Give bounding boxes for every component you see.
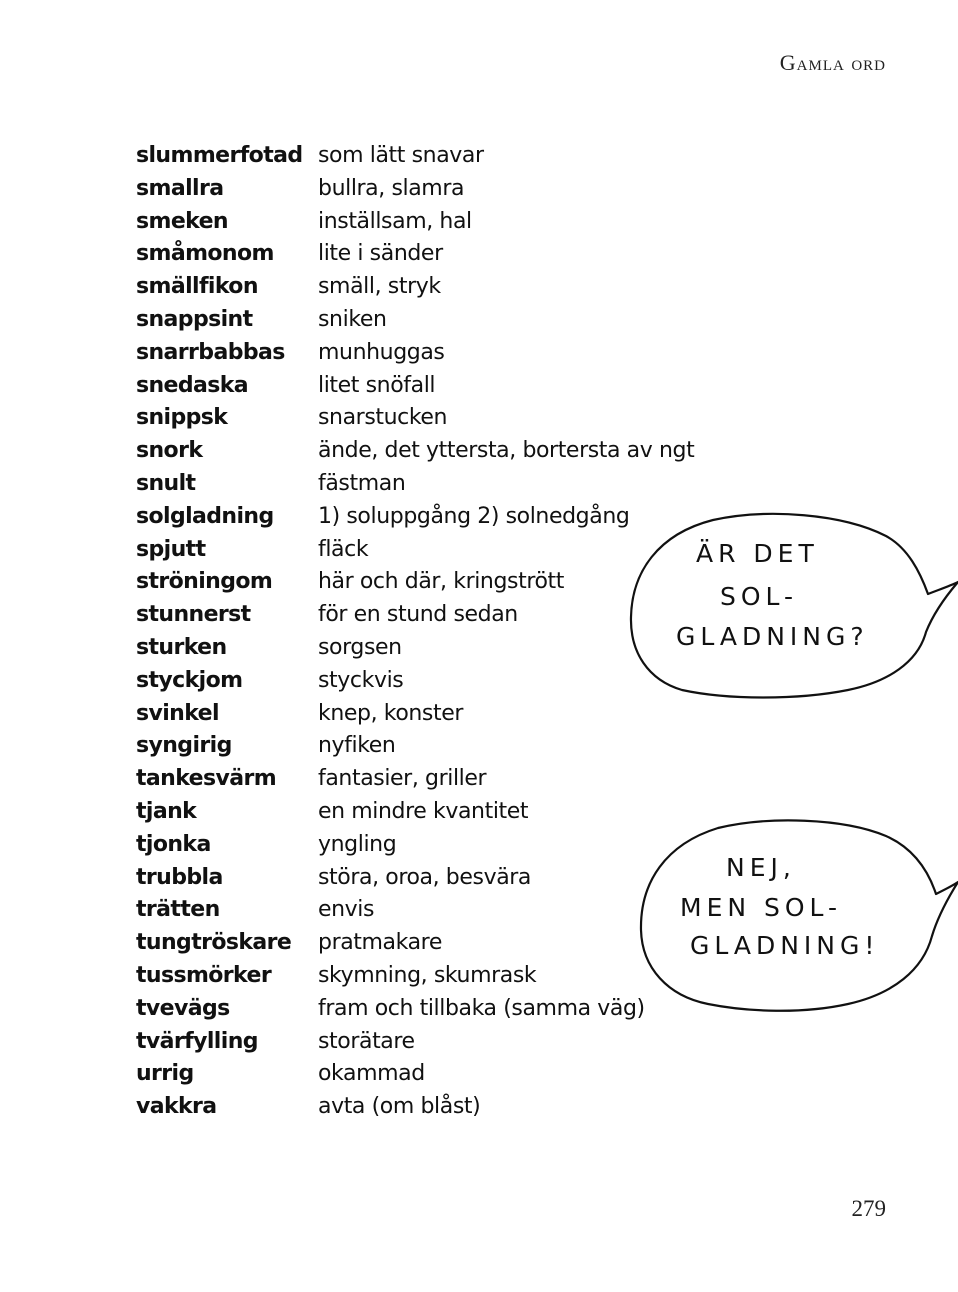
entry-definition: avta (om blåst) [318,1094,481,1120]
glossary-entry [136,698,736,731]
entry-definition: yngling [318,831,397,857]
speech-bubble-answer [638,818,958,1014]
entry-term: styckjom [136,667,243,693]
entry-definition: störa, oroa, besvära [318,864,531,890]
entry-definition: fästman [318,470,406,496]
entry-term: tjonka [136,831,211,857]
entry-term: ströningom [136,569,273,595]
entry-definition: ände, det yttersta, bortersta av ngt [318,438,695,464]
entry-definition: fram och tillbaka (samma väg) [318,995,645,1021]
entry-definition: skymning, skumrask [318,962,537,988]
glossary-entry [136,370,736,403]
entry-definition: lite i sänder [318,241,443,267]
entry-definition: nyfiken [318,733,396,759]
entry-term: spjutt [136,536,206,562]
entry-definition: som lätt snavar [318,143,484,168]
bubble-line: SOL- [720,582,799,611]
glossary-entry [136,238,736,271]
glossary-entry [136,1091,736,1124]
entry-term: snarrbabbas [136,339,285,365]
entry-definition: fläck [318,536,369,562]
entry-definition: styckvis [318,667,404,693]
entry-term: snedaska [136,372,249,398]
entry-definition: snarstucken [318,405,448,431]
entry-term: syngirig [136,733,232,759]
entry-term: tussmörker [136,962,272,988]
entry-definition: bullra, slamra [318,175,465,201]
entry-term: smällfikon [136,274,258,300]
entry-term: slummerfotad [136,143,303,168]
entry-definition: knep, konster [318,700,463,726]
entry-term: tungtröskare [136,930,292,956]
entry-definition: pratmakare [318,930,442,956]
glossary-entry [136,1026,736,1059]
entry-term: tvärfylling [136,1028,258,1054]
entry-term: solgladning [136,503,274,529]
entry-term: snult [136,470,196,496]
entry-term: trätten [136,897,220,923]
glossary-entry [136,140,736,173]
bubble-line: NEJ, [726,853,796,882]
entry-definition: litet snöfall [318,372,436,398]
entry-definition: envis [318,897,375,923]
glossary-entry [136,468,736,501]
entry-definition: smäll, stryk [318,274,441,300]
entry-term: smeken [136,208,228,234]
glossary-entry [136,304,736,337]
entry-term: småmonom [136,241,274,267]
glossary-entry [136,730,736,763]
entry-term: urrig [136,1061,194,1087]
glossary-entry [136,173,736,206]
bubble-line: ÄR DET [696,539,819,568]
entry-term: stunnerst [136,602,251,628]
page-number: 279 [851,1196,886,1221]
entry-term: snippsk [136,405,228,431]
entry-definition: sorgsen [318,634,402,660]
glossary-entry [136,337,736,370]
glossary-entry [136,435,736,468]
glossary-entry [136,206,736,239]
entry-term: tjank [136,798,197,824]
entry-definition: en mindre kvantitet [318,798,529,824]
entry-term: snappsint [136,306,253,332]
bubble-line: MEN SOL- [680,893,843,922]
entry-term: smallra [136,175,224,201]
entry-term: vakkra [136,1094,217,1120]
bubble-line: GLADNING? [676,622,869,651]
entry-term: trubbla [136,864,223,890]
entry-term: tvevägs [136,995,230,1021]
running-head: Gamla ord [779,50,886,75]
entry-definition: munhuggas [318,339,445,365]
entry-definition: storätare [318,1028,415,1054]
glossary-entry [136,402,736,435]
bubble-line: GLADNING! [690,931,880,960]
speech-bubble-question [628,512,958,702]
glossary-entry [136,1058,736,1091]
entry-definition: inställsam, hal [318,208,472,234]
entry-definition: fantasier, griller [318,766,487,792]
entry-definition: för en stund sedan [318,602,518,628]
glossary-entry [136,763,736,796]
entry-definition: 1) soluppgång 2) solnedgång [318,503,630,529]
entry-term: sturken [136,634,227,660]
entry-term: snork [136,438,203,464]
entry-definition: sniken [318,306,387,332]
entry-definition: här och där, kringstrött [318,569,564,595]
entry-term: svinkel [136,700,219,726]
glossary-entry [136,271,736,304]
entry-definition: okammad [318,1061,425,1087]
entry-term: tankesvärm [136,766,277,792]
